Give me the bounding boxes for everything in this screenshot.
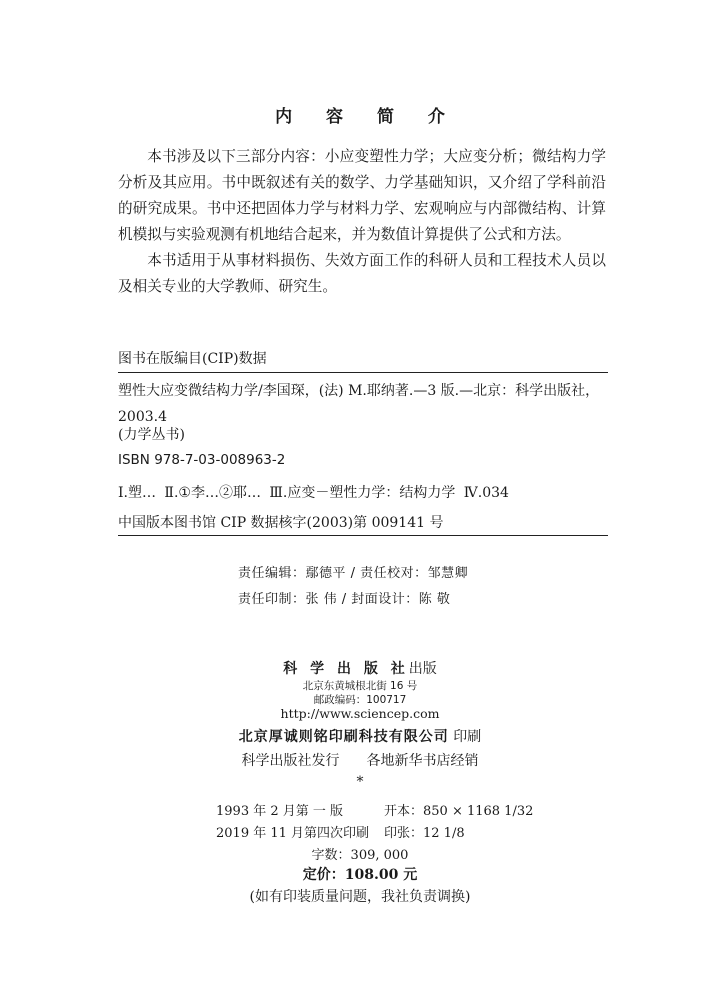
seller: 各地新华书店经销 [366, 753, 479, 769]
publisher-address: 北京东黄城根北街 16 号 [302, 680, 418, 692]
publisher-postcode: 邮政编码：100717 [313, 694, 407, 706]
intro-paragraph-1 [118, 144, 606, 248]
publisher-url: http://www.sciencep.com [280, 706, 440, 721]
cip-top-rule [118, 372, 608, 373]
intro-text-2: 本书适用于从事材料损伤、失效方面工作的科研人员和工程技术人员以及相关专业的大学教师、研究生。 [118, 252, 606, 295]
distributor: 科学出版社发行 [241, 753, 340, 769]
cip-heading: 图书在版编目(CIP)数据 [118, 351, 267, 367]
intro-text-1: 本书涉及以下三部分内容：小应变塑性力学；大应变分析；微结构力学分析及其应用。书中既叙述有关的数学、力学基础知识，又介绍了学科前沿的研究成果。书中还把固体力学与材料力学、宏观响应与内部微结构、计算机模拟与实验观测有机地结合起来，并为数值计算提供了公式和方法。 [118, 148, 606, 243]
credits-production: 责任印制：张 伟 / 封面设计：陈 敬 [238, 592, 451, 607]
printer-line [0, 726, 720, 746]
cip-entry: 塑性大应变微结构力学/李国琛，(法) M.耶纳著.—3 版.—北京：科学出版社，2003.4 [118, 383, 600, 425]
quality-note: (如有印装质量问题，我社负责调换) [249, 889, 471, 905]
word-count: 字数：309, 000 [311, 848, 409, 863]
sheet-count: 印张：12 1/8 [384, 826, 465, 841]
cip-bottom-rule [118, 535, 608, 536]
printing-info: 2019 年 11 月第四次印刷 [216, 826, 370, 841]
separator-star: * [356, 774, 364, 790]
page-title: 内 容 简 介 [275, 107, 459, 127]
first-edition: 1993 年 2 月第 一 版 [216, 804, 344, 819]
cip-isbn: ISBN 978-7-03-008963-2 [118, 452, 286, 468]
publisher-suffix: 出版 [408, 661, 437, 677]
price-value: 108.00 元 [344, 867, 418, 883]
publisher-line [0, 658, 720, 678]
printer-name: 北京厚诚则铭印刷科技有限公司 [238, 729, 449, 745]
cip-record-number: 中国版本图书馆 CIP 数据核字(2003)第 009141 号 [118, 515, 444, 531]
book-format: 开本：850 × 1168 1/32 [384, 804, 534, 819]
publisher-name: 科 学 出 版 社 [283, 661, 409, 677]
credits-editors: 责任编辑：鄢德平 / 责任校对：邹慧卿 [238, 566, 469, 581]
price-label: 定价： [302, 867, 345, 883]
cip-series: (力学丛书) [118, 427, 185, 443]
intro-paragraph-2 [118, 248, 606, 300]
cip-classification: Ⅰ.塑… Ⅱ.①李…②耶… Ⅲ.应变－塑性力学：结构力学 Ⅳ.034 [118, 485, 509, 501]
printer-suffix: 印刷 [453, 729, 482, 745]
distribution-line [0, 750, 720, 770]
price-line [0, 864, 720, 884]
